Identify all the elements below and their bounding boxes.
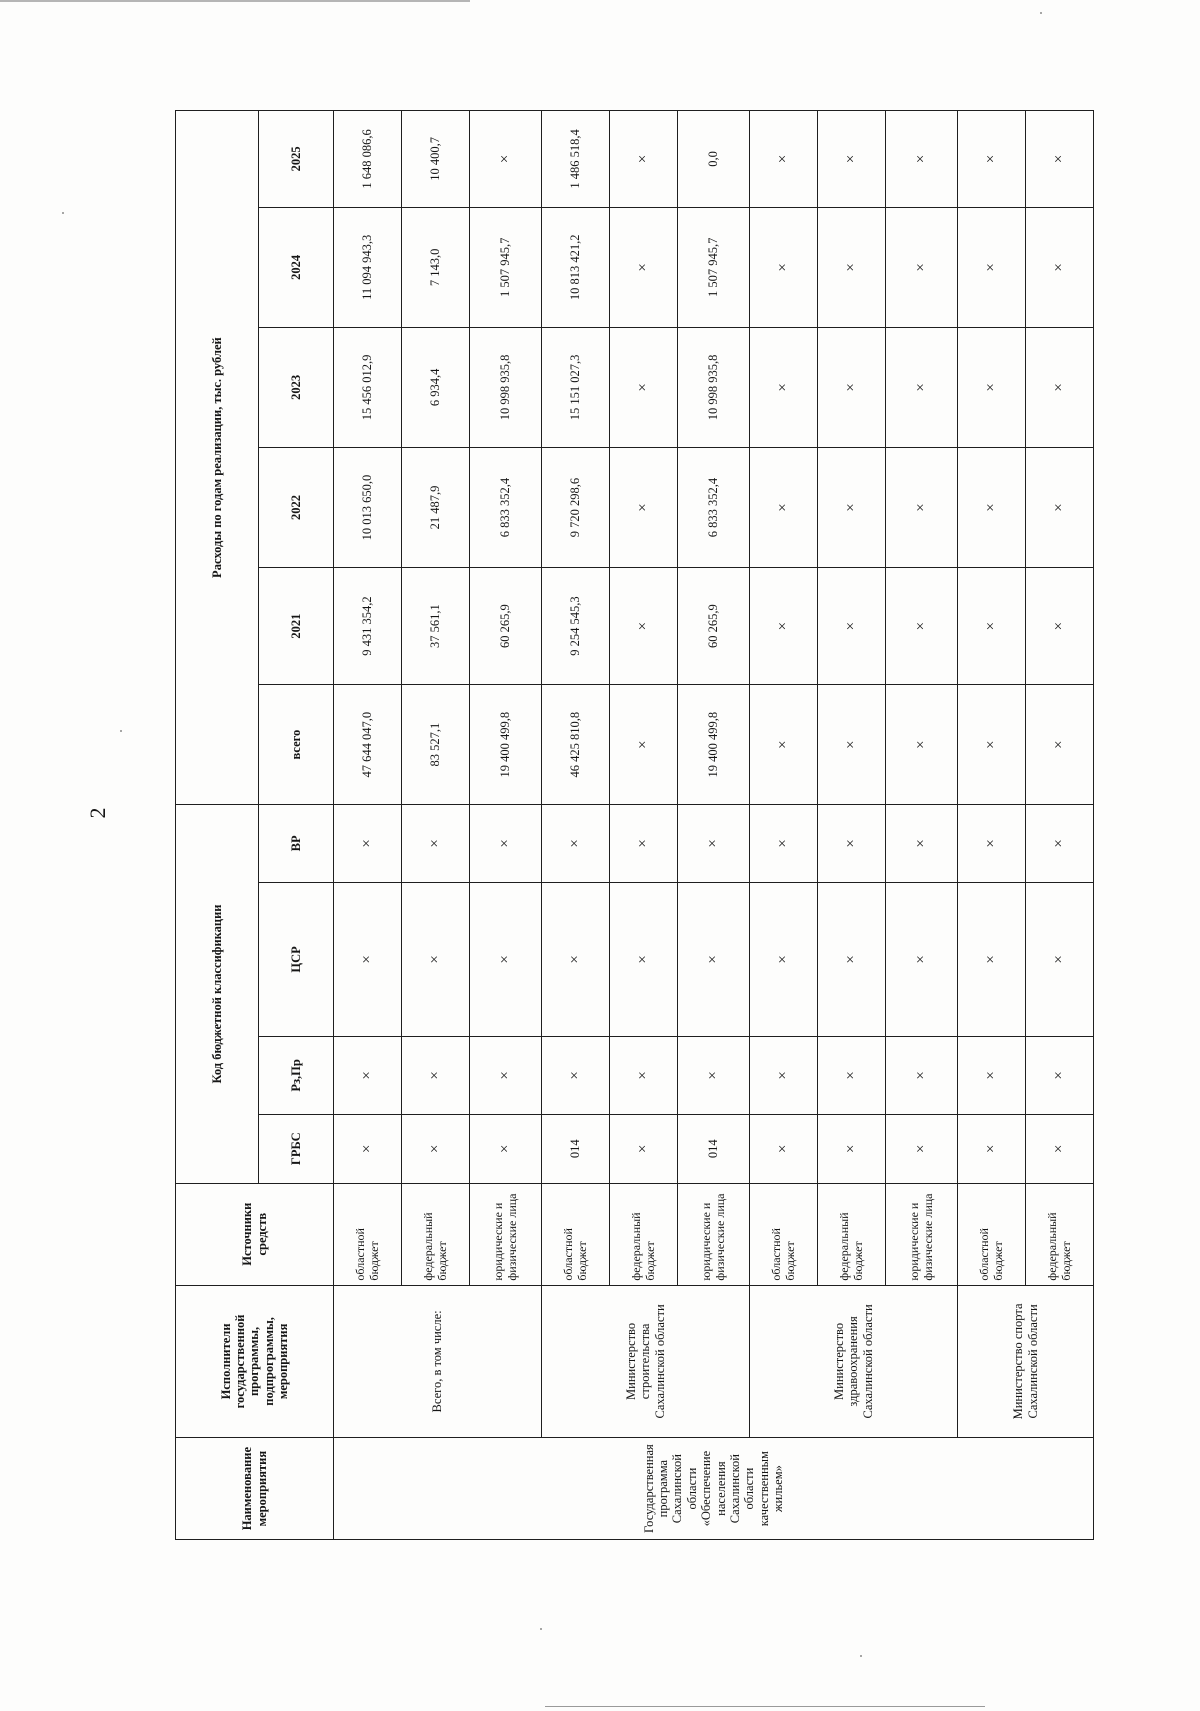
y2025-cell: × bbox=[958, 111, 1026, 208]
y2024-cell: 1 507 945,7 bbox=[470, 207, 542, 327]
total-cell: × bbox=[958, 685, 1026, 805]
grbs-cell: × bbox=[750, 1114, 818, 1183]
csr-cell: × bbox=[470, 882, 542, 1037]
y2022-cell: × bbox=[1026, 447, 1094, 567]
y2023-cell: × bbox=[958, 327, 1026, 447]
header-budget-code: Код бюджетной классификации bbox=[176, 805, 259, 1184]
rotated-sheet bbox=[175, 110, 1200, 1540]
y2021-cell: × bbox=[610, 568, 678, 685]
event-name-cell: Государственная программа Сахалинской области «Обеспечение населения Сахалинской области качественным жильем» bbox=[334, 1438, 1094, 1540]
grbs-cell: 014 bbox=[542, 1114, 610, 1183]
rzpr-cell: × bbox=[470, 1037, 542, 1114]
rzpr-cell: × bbox=[1026, 1037, 1094, 1114]
y2021-cell: × bbox=[750, 568, 818, 685]
table-row bbox=[750, 111, 818, 1540]
y2025-cell: × bbox=[750, 111, 818, 208]
y2024-cell: 11 094 943,3 bbox=[334, 207, 402, 327]
scan-edge-top bbox=[0, 0, 470, 2]
y2023-cell: × bbox=[886, 327, 958, 447]
csr-cell: × bbox=[334, 882, 402, 1037]
y2022-cell: 21 487,9 bbox=[402, 447, 470, 567]
scan-speck bbox=[1040, 12, 1042, 14]
executor-total: Всего, в том числе: bbox=[334, 1285, 542, 1438]
total-cell: × bbox=[750, 685, 818, 805]
source-cell: федеральный бюджет bbox=[818, 1183, 886, 1285]
total-cell: 19 400 499,8 bbox=[678, 685, 750, 805]
scan-speck bbox=[62, 212, 64, 214]
y2022-cell: 9 720 298,6 bbox=[542, 447, 610, 567]
executor-construction-ministry: Министерство строительства Сахалинской области bbox=[542, 1285, 750, 1438]
y2022-cell: × bbox=[610, 447, 678, 567]
rzpr-cell: × bbox=[402, 1037, 470, 1114]
source-cell: федеральный бюджет bbox=[1026, 1183, 1094, 1285]
csr-cell: × bbox=[750, 882, 818, 1037]
y2021-cell: 9 431 354,2 bbox=[334, 568, 402, 685]
rzpr-cell: × bbox=[750, 1037, 818, 1114]
y2024-cell: 1 507 945,7 bbox=[678, 207, 750, 327]
csr-cell: × bbox=[610, 882, 678, 1037]
y2021-cell: 9 254 545,3 bbox=[542, 568, 610, 685]
rzpr-cell: × bbox=[610, 1037, 678, 1114]
csr-cell: × bbox=[402, 882, 470, 1037]
csr-cell: × bbox=[958, 882, 1026, 1037]
grbs-cell: × bbox=[818, 1114, 886, 1183]
y2021-cell: 37 561,1 bbox=[402, 568, 470, 685]
source-cell: областной бюджет bbox=[334, 1183, 402, 1285]
executor-health-ministry: Министерство здравоохранения Сахалинской области bbox=[750, 1285, 958, 1438]
y2022-cell: × bbox=[886, 447, 958, 567]
y2022-cell: × bbox=[958, 447, 1026, 567]
vr-cell: × bbox=[334, 805, 402, 882]
y2025-cell: 10 400,7 bbox=[402, 111, 470, 208]
y2025-cell: × bbox=[1026, 111, 1094, 208]
y2023-cell: × bbox=[750, 327, 818, 447]
y2025-cell: × bbox=[818, 111, 886, 208]
y2025-cell: 1 486 518,4 bbox=[542, 111, 610, 208]
header-executors: Исполнители государственной программы, подпрограммы, мероприятия bbox=[176, 1285, 334, 1438]
csr-cell: × bbox=[678, 882, 750, 1037]
total-cell: 19 400 499,8 bbox=[470, 685, 542, 805]
table-row bbox=[334, 111, 402, 1540]
header-grbs: ГРБС bbox=[259, 1114, 334, 1183]
y2023-cell: 15 456 012,9 bbox=[334, 327, 402, 447]
vr-cell: × bbox=[1026, 805, 1094, 882]
csr-cell: × bbox=[1026, 882, 1094, 1037]
total-cell: 47 644 047,0 bbox=[334, 685, 402, 805]
header-2022: 2022 bbox=[259, 447, 334, 567]
header-event: Наименование мероприятия bbox=[176, 1438, 334, 1540]
y2022-cell: 6 833 352,4 bbox=[470, 447, 542, 567]
y2023-cell: × bbox=[818, 327, 886, 447]
y2023-cell: × bbox=[1026, 327, 1094, 447]
header-sources: Источники средств bbox=[176, 1183, 334, 1285]
y2024-cell: × bbox=[610, 207, 678, 327]
vr-cell: × bbox=[750, 805, 818, 882]
grbs-cell: × bbox=[610, 1114, 678, 1183]
y2023-cell: 10 998 935,8 bbox=[470, 327, 542, 447]
y2022-cell: × bbox=[818, 447, 886, 567]
header-row-top bbox=[176, 111, 259, 1540]
y2025-cell: × bbox=[610, 111, 678, 208]
vr-cell: × bbox=[610, 805, 678, 882]
vr-cell: × bbox=[402, 805, 470, 882]
vr-cell: × bbox=[958, 805, 1026, 882]
header-expenses: Расходы по годам реализации, тыс. рублей bbox=[176, 111, 259, 805]
source-cell: областной бюджет bbox=[542, 1183, 610, 1285]
total-cell: × bbox=[1026, 685, 1094, 805]
header-total: всего bbox=[259, 685, 334, 805]
grbs-cell: × bbox=[470, 1114, 542, 1183]
y2023-cell: 15 151 027,3 bbox=[542, 327, 610, 447]
y2024-cell: 7 143,0 bbox=[402, 207, 470, 327]
vr-cell: × bbox=[542, 805, 610, 882]
y2025-cell: × bbox=[886, 111, 958, 208]
y2025-cell: 1 648 086,6 bbox=[334, 111, 402, 208]
header-2021: 2021 bbox=[259, 568, 334, 685]
header-vr: ВР bbox=[259, 805, 334, 882]
y2024-cell: × bbox=[958, 207, 1026, 327]
grbs-cell: × bbox=[334, 1114, 402, 1183]
table-row bbox=[958, 111, 1026, 1540]
y2023-cell: 6 934,4 bbox=[402, 327, 470, 447]
y2022-cell: 6 833 352,4 bbox=[678, 447, 750, 567]
scan-speck bbox=[860, 1655, 862, 1657]
rzpr-cell: × bbox=[958, 1037, 1026, 1114]
source-cell: юридические и физические лица bbox=[886, 1183, 958, 1285]
y2021-cell: × bbox=[886, 568, 958, 685]
rzpr-cell: × bbox=[886, 1037, 958, 1114]
source-cell: областной бюджет bbox=[958, 1183, 1026, 1285]
y2025-cell: × bbox=[470, 111, 542, 208]
total-cell: 46 425 810,8 bbox=[542, 685, 610, 805]
vr-cell: × bbox=[818, 805, 886, 882]
table-row bbox=[542, 111, 610, 1540]
y2021-cell: × bbox=[958, 568, 1026, 685]
source-cell: федеральный бюджет bbox=[402, 1183, 470, 1285]
y2024-cell: × bbox=[750, 207, 818, 327]
budget-table bbox=[175, 110, 1094, 1540]
vr-cell: × bbox=[886, 805, 958, 882]
rzpr-cell: × bbox=[334, 1037, 402, 1114]
page-number: 2 bbox=[85, 807, 110, 819]
grbs-cell: × bbox=[958, 1114, 1026, 1183]
executor-sport-ministry: Министерство спорта Сахалинской области bbox=[958, 1285, 1094, 1438]
y2021-cell: × bbox=[818, 568, 886, 685]
total-cell: × bbox=[818, 685, 886, 805]
y2021-cell: × bbox=[1026, 568, 1094, 685]
grbs-cell: × bbox=[1026, 1114, 1094, 1183]
header-2025: 2025 bbox=[259, 111, 334, 208]
y2025-cell: 0,0 bbox=[678, 111, 750, 208]
header-csr: ЦСР bbox=[259, 882, 334, 1037]
rzpr-cell: × bbox=[542, 1037, 610, 1114]
rzpr-cell: × bbox=[678, 1037, 750, 1114]
scan-speck bbox=[540, 1628, 542, 1630]
grbs-cell: 014 bbox=[678, 1114, 750, 1183]
csr-cell: × bbox=[542, 882, 610, 1037]
y2023-cell: × bbox=[610, 327, 678, 447]
grbs-cell: × bbox=[886, 1114, 958, 1183]
y2021-cell: 60 265,9 bbox=[470, 568, 542, 685]
source-cell: федеральный бюджет bbox=[610, 1183, 678, 1285]
y2022-cell: × bbox=[750, 447, 818, 567]
grbs-cell: × bbox=[402, 1114, 470, 1183]
y2024-cell: × bbox=[1026, 207, 1094, 327]
source-cell: юридические и физические лица bbox=[470, 1183, 542, 1285]
header-2023: 2023 bbox=[259, 327, 334, 447]
vr-cell: × bbox=[678, 805, 750, 882]
y2023-cell: 10 998 935,8 bbox=[678, 327, 750, 447]
y2022-cell: 10 013 650,0 bbox=[334, 447, 402, 567]
rzpr-cell: × bbox=[818, 1037, 886, 1114]
total-cell: × bbox=[610, 685, 678, 805]
y2024-cell: 10 813 421,2 bbox=[542, 207, 610, 327]
source-cell: областной бюджет bbox=[750, 1183, 818, 1285]
total-cell: × bbox=[886, 685, 958, 805]
y2024-cell: × bbox=[886, 207, 958, 327]
header-2024: 2024 bbox=[259, 207, 334, 327]
header-rzpr: Рз,Пр bbox=[259, 1037, 334, 1114]
total-cell: 83 527,1 bbox=[402, 685, 470, 805]
csr-cell: × bbox=[818, 882, 886, 1037]
source-cell: юридические и физические лица bbox=[678, 1183, 750, 1285]
csr-cell: × bbox=[886, 882, 958, 1037]
vr-cell: × bbox=[470, 805, 542, 882]
y2024-cell: × bbox=[818, 207, 886, 327]
scan-edge-bottom bbox=[545, 1706, 985, 1707]
y2021-cell: 60 265,9 bbox=[678, 568, 750, 685]
scan-speck bbox=[120, 730, 122, 732]
